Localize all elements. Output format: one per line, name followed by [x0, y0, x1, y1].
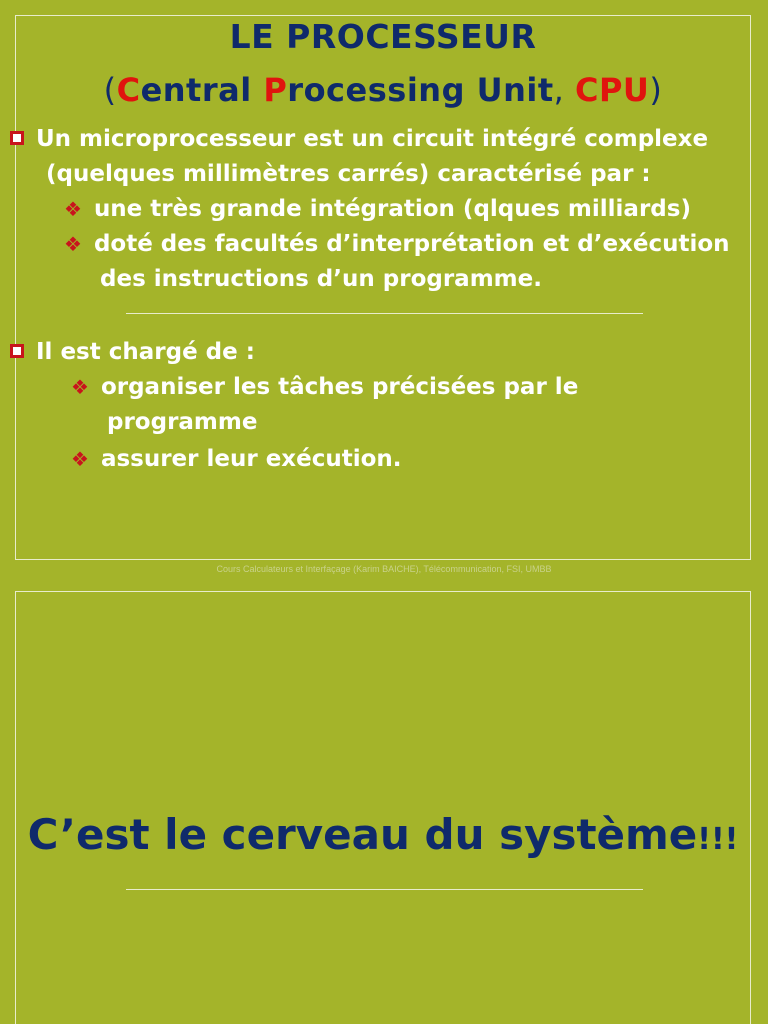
bullet-2-line-1 — [10, 335, 255, 370]
diamond-bullet-icon: ❖ — [71, 375, 89, 399]
sub-bullet-1-2-text-1: doté des facultés d’interprétation et d’exécution — [93, 231, 730, 257]
sub-bullet-2-2-text: assurer leur exécution. — [100, 446, 402, 472]
sub-bullet-1-1-text: une très grande intégration (qlques milliards) — [93, 196, 691, 222]
diamond-bullet-icon: ❖ — [71, 447, 89, 471]
divider — [126, 889, 643, 890]
sub-bullet-2-1-line-2: programme — [107, 409, 258, 435]
slogan-text: C’est le cerveau du système — [27, 810, 698, 859]
square-bullet-icon — [10, 344, 24, 358]
sub-bullet-2-2 — [71, 442, 402, 477]
slide-title: LE PROCESSEUR — [229, 17, 537, 56]
bullet-1-text-1: Un microprocesseur est un circuit intégré complexe — [36, 126, 709, 152]
sub-bullet-1-2-line-2: des instructions d’un programme. — [100, 266, 542, 292]
sub-bullet-2-1-text-1: organiser les tâches précisées par le — [100, 374, 579, 400]
subtitle-p-letter: P — [263, 71, 288, 109]
subtitle-rocessing: rocessing Unit — [287, 71, 554, 109]
subtitle-c-letter: C — [116, 71, 141, 109]
diamond-bullet-icon: ❖ — [64, 197, 82, 221]
square-bullet-icon — [10, 131, 24, 145]
sub-bullet-1-2 — [64, 227, 730, 262]
subtitle-entral: entral — [140, 71, 264, 109]
sub-bullet-1-1 — [64, 192, 691, 227]
course-footer: Cours Calculateurs et Interfaçage (Karim BAICHE), Télécommunication, FSI, UMBB — [216, 564, 552, 574]
slide-subtitle — [16, 71, 750, 109]
slogan-exclamation: !!! — [697, 822, 739, 857]
slide-processor — [15, 15, 751, 560]
subtitle-cpu: CPU — [574, 71, 650, 109]
bullet-1-line-1 — [10, 122, 708, 157]
divider — [126, 313, 643, 314]
bullet-1-line-2: (quelques millimètres carrés) caractérisé par : — [46, 161, 651, 187]
subtitle-close-paren: ) — [649, 71, 663, 109]
diamond-bullet-icon: ❖ — [64, 232, 82, 256]
bullet-2-text: Il est chargé de : — [36, 339, 255, 365]
sub-bullet-2-1 — [71, 370, 578, 405]
slide-brain — [15, 591, 751, 1024]
slogan — [16, 810, 750, 859]
subtitle-open-paren: ( — [103, 71, 117, 109]
subtitle-comma: , — [553, 71, 575, 109]
